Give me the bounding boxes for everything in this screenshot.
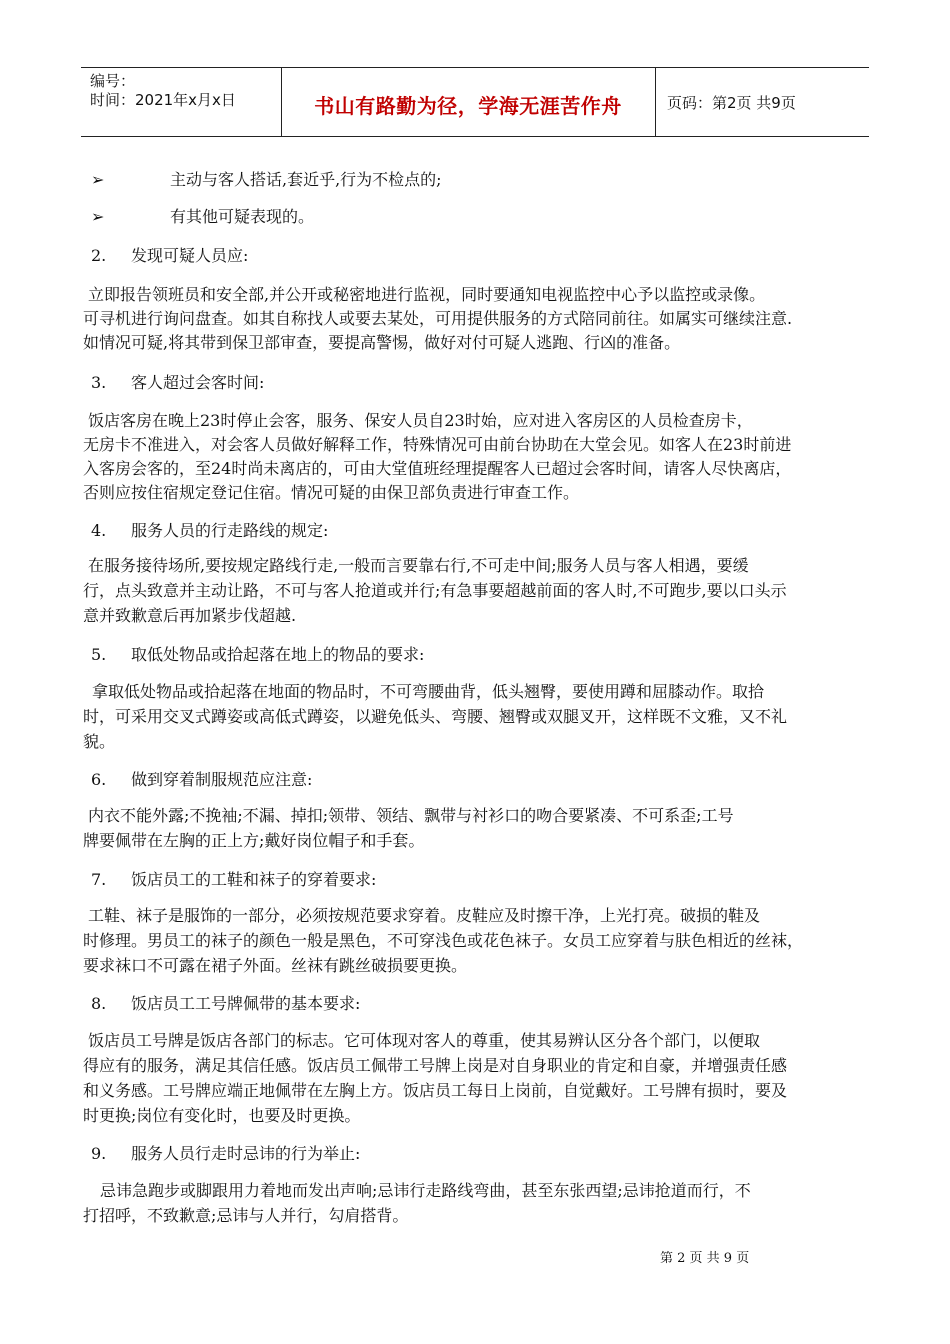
paragraph-line: 貌。 xyxy=(83,732,116,751)
paragraph-line: 内衣不能外露;不挽袖;不漏、掉扣;领带、领结、飘带与衬衫口的吻合要紧凑、不可系歪;工号 xyxy=(88,806,734,825)
section-title: 饭店员工工号牌佩带的基本要求: xyxy=(131,994,361,1013)
time-label: 时间：2021年x月x日 xyxy=(90,91,236,109)
section-title: 发现可疑人员应: xyxy=(131,246,249,265)
section-title: 饭店员工的工鞋和袜子的穿着要求: xyxy=(131,870,377,889)
header-motto: 书山有路勤为径，学海无涯苦作舟 xyxy=(314,94,622,118)
paragraph-line: 如情况可疑,将其带到保卫部审查，要提高警惕，做好对付可疑人逃跑、行凶的准备。 xyxy=(83,333,681,352)
paragraph-line: 要求袜口不可露在裙子外面。丝袜有跳丝破损要更换。 xyxy=(83,956,468,975)
paragraph-line: 可寻机进行询问盘查。如其自称找人或要去某处，可用提供服务的方式陪同前往。如属实可继续注意. xyxy=(83,309,793,328)
section-number: 2. xyxy=(91,246,107,265)
paragraph-line: 意并致歉意后再加紧步伐超越. xyxy=(83,606,297,625)
bullet-arrow-icon: ➢ xyxy=(91,207,105,226)
paragraph-line: 入客房会客的，至24时尚未离店的，可由大堂值班经理提醒客人已超过会客时间，请客人尽快离店， xyxy=(83,459,792,478)
section-title: 取低处物品或拾起落在地上的物品的要求: xyxy=(131,645,425,664)
section-number: 3. xyxy=(91,373,107,392)
section-title: 服务人员行走时忌讳的行为举止: xyxy=(131,1144,361,1163)
paragraph-line: 拿取低处物品或拾起落在地面的物品时，不可弯腰曲背，低头翘臀，要使用蹲和屈膝动作。取拾 xyxy=(92,682,765,701)
section-number: 5. xyxy=(91,645,107,664)
paragraph-line: 饭店员工号牌是饭店各部门的标志。它可体现对客人的尊重，使其易辨认区分各个部门，以便取 xyxy=(88,1031,761,1050)
paragraph-line: 时更换;岗位有变化时，也要及时更换。 xyxy=(83,1106,361,1125)
header-divider xyxy=(655,68,656,136)
page-footer: 第 2 页 共 9 页 xyxy=(660,1251,750,1266)
section-title: 客人超过会客时间: xyxy=(131,373,265,392)
section-title: 服务人员的行走路线的规定: xyxy=(131,521,329,540)
section-number: 6. xyxy=(91,770,107,789)
header-page-info: 页码：第2页 共9页 xyxy=(667,94,796,112)
section-number: 9. xyxy=(91,1144,107,1163)
paragraph-line: 牌要佩带在左胸的正上方;戴好岗位帽子和手套。 xyxy=(83,831,425,850)
paragraph-line: 时修理。男员工的袜子的颜色一般是黑色，不可穿浅色或花色袜子。女员工应穿着与肤色相近的丝袜， xyxy=(83,931,804,950)
section-number: 4. xyxy=(91,521,107,540)
paragraph-line: 工鞋、袜子是服饰的一部分，必须按规范要求穿着。皮鞋应及时擦干净，上光打亮。破损的鞋及 xyxy=(88,906,761,925)
section-number: 8. xyxy=(91,994,107,1013)
section-title: 做到穿着制服规范应注意: xyxy=(131,770,313,789)
paragraph-line: 无房卡不准进入，对会客人员做好解释工作，特殊情况可由前台协助在大堂会见。如客人在23时前进 xyxy=(83,435,792,454)
paragraph-line: 忌讳急跑步或脚跟用力着地而发出声响;忌讳行走路线弯曲，甚至东张西望;忌讳抢道而行，不 xyxy=(100,1181,751,1200)
number-label: 编号： xyxy=(90,72,136,90)
paragraph-line: 行，点头致意并主动让路，不可与客人抢道或并行;有急事要超越前面的客人时,不可跑步,要以口头示 xyxy=(83,581,787,600)
section-number: 7. xyxy=(91,870,107,889)
paragraph-line: 和义务感。工号牌应端正地佩带在左胸上方。饭店员工每日上岗前，自觉戴好。工号牌有损时，要及 xyxy=(83,1081,788,1100)
paragraph-line: 在服务接待场所,要按规定路线行走,一般而言要靠右行,不可走中间;服务人员与客人相遇，要缓 xyxy=(88,556,749,575)
paragraph-line: 饭店客房在晚上23时停止会客，服务、保安人员自23时始，应对进入客房区的人员检查房卡， xyxy=(88,411,753,430)
header-meta xyxy=(90,72,236,110)
paragraph-line: 时，可采用交叉式蹲姿或高低式蹲姿，以避免低头、弯腰、翘臀或双腿叉开，这样既不文雅，又不礼 xyxy=(83,707,788,726)
page-header xyxy=(81,67,869,137)
bullet-arrow-icon: ➢ xyxy=(91,170,105,189)
paragraph-line: 立即报告领班员和安全部,并公开或秘密地进行监视，同时要通知电视监控中心予以监控或录像。 xyxy=(88,285,766,304)
bullet-item: 有其他可疑表现的。 xyxy=(170,207,315,226)
paragraph-line: 否则应按住宿规定登记住宿。情况可疑的由保卫部负责进行审查工作。 xyxy=(83,483,580,502)
paragraph-line: 打招呼，不致歉意;忌讳与人并行，勾肩搭背。 xyxy=(83,1206,409,1225)
paragraph-line: 得应有的服务，满足其信任感。饭店员工佩带工号牌上岗是对自身职业的肯定和自豪，并增强责任感 xyxy=(83,1056,788,1075)
bullet-item: 主动与客人搭话,套近乎,行为不检点的; xyxy=(170,170,442,189)
